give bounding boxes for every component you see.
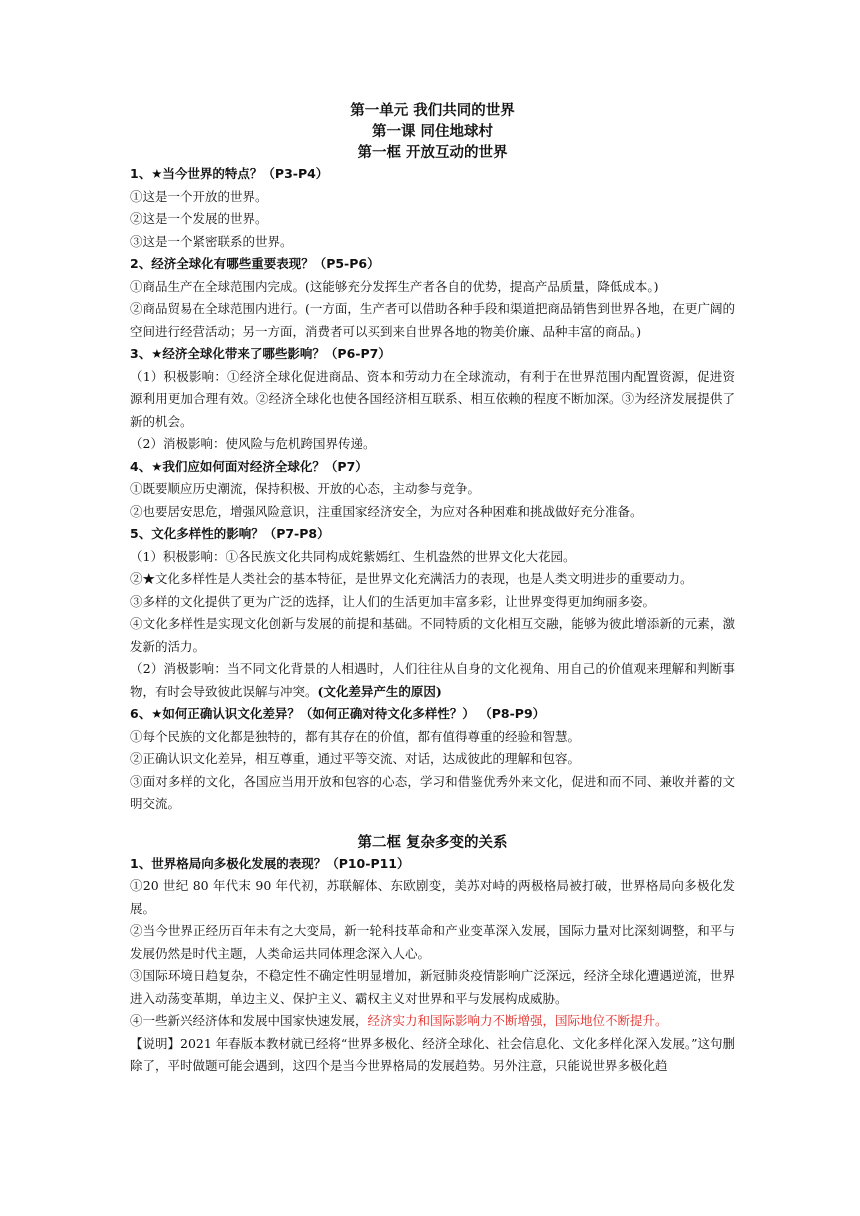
answer-line: （1）积极影响：①经济全球化促进商品、资本和劳动力在全球流动，有利于在世界范围内配置资源，促进资源利用更加合理有效。②经济全球化也使各国经济相互联系、相互依赖的程度不断加深。③为经济发展提供了新的机会。 xyxy=(130,368,735,429)
section1-title: 第一框 开放互动的世界 xyxy=(357,144,508,161)
lesson-title: 第一课 同住地球村 xyxy=(371,123,494,140)
section2-title: 第二框 复杂多变的关系 xyxy=(357,833,508,851)
answer-line: ②正确认识文化差异，相互尊重，通过平等交流、对话，达成彼此的理解和包容。 xyxy=(130,751,581,766)
answer-line: ④文化多样性是实现文化创新与发展的前提和基础。不同特质的文化相互交融，能够为彼此增添新的元素，激发新的活力。 xyxy=(130,616,735,654)
answer-line: ②这是一个发展的世界。 xyxy=(130,211,268,226)
answer-line: ②★文化多样性是人类社会的基本特征，是世界文化充满活力的表现，也是人类文明进步的重要动力。 xyxy=(130,571,693,586)
question-heading: 4、★我们应如何面对经济全球化？（P7） xyxy=(130,458,368,474)
question-heading: 6、★如何正确认识文化差异？（如何正确对待文化多样性？） （P8-P9） xyxy=(130,706,546,721)
answer-line: ③这是一个紧密联系的世界。 xyxy=(130,233,293,249)
answer-line: ②当今世界正经历百年未有之大变局，新一轮科技革命和产业变革深入发展，国际力量对比深刻调整，和平与发展仍然是时代主题，人类命运共同体理念深入人心。 xyxy=(130,923,735,961)
document-page xyxy=(130,100,735,1078)
question-heading: 3、★经济全球化带来了哪些影响？（P6-P7） xyxy=(130,346,391,361)
question-heading: 5、文化多样性的影响？（P7-P8） xyxy=(130,526,330,541)
highlighted-text: 经济实力和国际影响力不断增强，国际地位不断提升。 xyxy=(367,1013,668,1028)
question-heading: 1、世界格局向多极化发展的表现？（P10-P11） xyxy=(130,855,410,871)
answer-line: ③面对多样的文化，各国应当用开放和包容的心态，学习和借鉴优秀外来文化，促进和而不同、兼收并蓄的文明交流。 xyxy=(130,773,735,811)
unit-title: 第一单元 我们共同的世界 xyxy=(350,102,515,119)
question-heading: 2、经济全球化有哪些重要表现？（P5-P6） xyxy=(130,256,380,271)
answer-line: ③多样的文化提供了更为广泛的选择，让人们的生活更加丰富多彩，让世界变得更加绚丽多姿。 xyxy=(130,593,656,609)
answer-line: ①既要顺应历史潮流，保持积极、开放的心态，主动参与竞争。 xyxy=(130,481,481,496)
answer-text: （2）消极影响：当不同文化背景的人相遇时，人们往往从自身的文化视角、用自己的价值观来理解和判断事物，有时会导致彼此误解与冲突。 xyxy=(130,661,735,699)
answer-line: ①这是一个开放的世界。 xyxy=(130,188,268,204)
answer-line xyxy=(130,1010,735,1033)
question-heading: 1、★当今世界的特点？（P3-P4） xyxy=(130,166,329,181)
answer-line: ②也要居安思危，增强风险意识，注重国家经济安全，为应对各种困难和挑战做好充分准备。 xyxy=(130,503,643,519)
answer-line: （1）积极影响：①各民族文化共同构成姹紫嫣红、生机盎然的世界文化大花园。 xyxy=(130,548,576,564)
answer-line: （2）消极影响：使风险与危机跨国界传递。 xyxy=(130,436,376,451)
answer-line xyxy=(130,658,735,703)
section-gap xyxy=(130,816,735,832)
answer-line: ①商品生产在全球范围内完成。(这能够充分发挥生产者各自的优势，提高产品质量，降低成本。) xyxy=(130,278,659,294)
answer-line: ①20 世纪 80 年代末 90 年代初，苏联解体、东欧剧变，美苏对峙的两极格局被打破，世界格局向多极化发展。 xyxy=(130,878,735,916)
note-paragraph: 【说明】2021 年春版本教材就已经将“世界多极化、经济全球化、社会信息化、文化多样化深入发展。”这句删除了，平时做题可能会遇到，这四个是当今世界格局的发展趋势。另外注意，只能说世界多极化趋 xyxy=(130,1035,735,1073)
answer-text: ④一些新兴经济体和发展中国家快速发展， xyxy=(130,1013,368,1028)
answer-line: ②商品贸易在全球范围内进行。(一方面，生产者可以借助各种手段和渠道把商品销售到世界各地，在更广阔的空间进行经营活动；另一方面，消费者可以买到来自世界各地的物美价廉、品种丰富的商品。) xyxy=(130,301,735,339)
answer-line: ①每个民族的文化都是独特的，都有其存在的价值，都有值得尊重的经验和智慧。 xyxy=(130,728,581,744)
bold-note: (文化差异产生的原因) xyxy=(317,683,442,699)
answer-line: ③国际环境日趋复杂，不稳定性不确定性明显增加，新冠肺炎疫情影响广泛深远，经济全球化遭遇逆流，世界进入动荡变革期，单边主义、保护主义、霸权主义对世界和平与发展构成威胁。 xyxy=(130,968,735,1006)
